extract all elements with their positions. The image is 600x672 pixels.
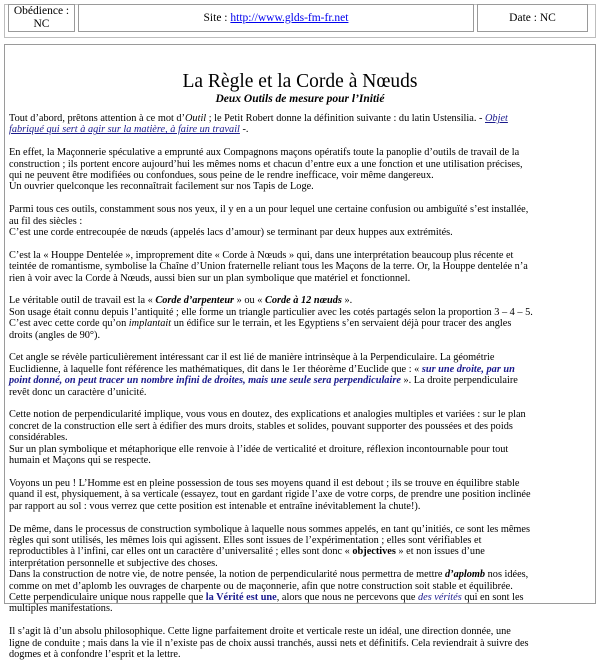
site-cell <box>78 4 474 32</box>
p5-end: ». <box>341 295 353 307</box>
p9-aplomb: d’aplomb <box>445 569 486 581</box>
p9-text: De même, dans le processus de construction symbolique à laquelle nous sommes appelés, en tant qu’initiés, ce sont les mêmes règles qui sont utilisés, les mêmes lois qui agissent. Elles sont issues de l’expérimentation ; elles sont vérifiables et reproductibles à l’infini, car elles ont un caractère d’universalité ; elles sont donc « <box>9 523 531 558</box>
p1-text: Tout d’abord, prêtons attention à ce mot d’ <box>9 113 185 124</box>
p9-objectives: objectives <box>352 546 396 558</box>
p5-implantait: implantait <box>128 318 172 330</box>
p1-text-2: ; le Petit Robert donne la définition suivante : du latin Ustensilia. - <box>206 113 485 124</box>
site-label: Site : <box>203 11 228 24</box>
p7-text-2: Sur un plan symbolique et métaphorique elle renvoie à l’idée de verticalité et droiture, réflexion incontournable pour tout humain et Maçons qui se respecte. <box>9 443 509 467</box>
p3-text-2: C’est une corde entrecoupée de nœuds (appelés lacs d’amour) se terminant par deux huppes aux extrémités. <box>9 227 453 239</box>
p8-text: Voyons un peu ! L’Homme est en pleine possession de tous ses moyens quand il est debout ; ils se trouve en équilibre stable quand il est, physiquement, à sa verticale (essayez, tout en gardant rigide l’axe de votre corps, de prendre une position inclinée par rapport au sol : vous verrez que cette position est intenable et entraîne inévitablement la chute!). <box>9 477 531 512</box>
paragraph-4 <box>9 250 533 284</box>
paragraph-7 <box>9 409 533 466</box>
date-cell <box>477 4 588 32</box>
p5-text: Le véritable outil de travail est la « <box>9 295 156 307</box>
p9-verites: des vérités <box>418 591 462 603</box>
p1-outil: Outil <box>185 113 207 124</box>
p6-end: ». La droite perpendiculaire revêt donc un caractère d’unicité. <box>9 375 518 398</box>
paragraph-5 <box>9 295 533 341</box>
p9-verite: la Vérité est une <box>205 591 277 603</box>
page-title: La Règle et la Corde à Nœuds <box>182 71 418 92</box>
p4-text: C’est la « Houppe Dentelée », improprement dite « Corde à Nœuds » qui, dans une interprétation beaucoup plus récente et teintée de romantisme, symbolise la Chaîne d’Union fraternelle reliant tous les Maçons de la terre. Or, la Houppe dentelée n’a rien à voir avec la Corde à Nœuds, aussi bien sur un plan symbolique que matériel et fonctionnel. <box>9 249 528 284</box>
obedience-cell <box>8 4 75 32</box>
p5-corde-arpenteur: Corde d’arpenteur <box>155 295 235 307</box>
p6-theorem: sur une droite, par un point donné, on peut tracer un nombre infini de droites, mais une seule sera perpendiculaire <box>9 363 515 387</box>
obedience-label: Obédience : NC <box>13 5 70 30</box>
p1-definition: Objet fabriqué qui sert à agir sur la matière, à faire un travail <box>9 113 508 136</box>
p5-or: » ou « <box>234 295 265 307</box>
page-subtitle: Deux Outils de mesure pour l’Initié <box>215 93 385 105</box>
p2-text-2: Un ouvrier quelconque les reconnaîtrait facilement sur nos Tapis de Loge. <box>9 181 314 193</box>
paragraph-10 <box>9 626 533 660</box>
p5-corde-12: Corde à 12 nœuds <box>264 295 342 307</box>
p9-text-3: Dans la construction de notre vie, de notre pensée, la notion de perpendicularité nous permettra de mettre <box>9 569 446 581</box>
paragraph-2 <box>9 147 533 193</box>
paragraph-8 <box>9 478 533 512</box>
p6-text: Cet angle se révèle particulièrement intéressant car il est lié de manière intrinsèque à la Perpendiculaire. La géométrie Euclidienne, à laquelle font référence les mathématiques, dit dans le 1er théorème d’Euclide que : « <box>9 352 495 375</box>
article-body <box>9 113 533 672</box>
date-label: Date : NC <box>509 11 556 24</box>
paragraph-3 <box>9 204 533 238</box>
p9-text-4: nos idées, comme on met d’aplomb les ouvrages de charpente ou de maçonnerie, afin que notre construction soit stable et équilibrée. <box>9 569 529 592</box>
p3-text: Parmi tous ces outils, constamment sous nos yeux, il y en a un pour lequel une certaine confusion ou ambiguïté s’est installée, au fil des siècles : <box>9 204 529 227</box>
p9-text-5: Cette perpendiculaire unique nous rappelle que <box>9 591 206 603</box>
p2-text: En effet, la Maçonnerie spéculative a emprunté aux Compagnons maçons opératifs toute la panoplie d’outils de travail de la construction ; ils portent encore aujourd’hui les mêmes noms et chacun d’entre eux a une fonction et une utilisation précises, qui ne peuvent être modifiées ou confondues, sous peine de le rendre inefficace, voir même dangereux. <box>9 147 523 182</box>
p9-text-7: qui en sont les multiples manifestations. <box>9 591 524 615</box>
site-link[interactable]: http://www.glds-fm-fr.net <box>230 11 349 24</box>
p5-usage: Son usage était connu depuis l’antiquité ; elle forme un triangle particulier avec les cotés partagés selon la proportion 3 – 4 – 5. C’est avec cette corde qu’on <box>9 306 533 330</box>
p5-usage-end: un édifice sur le terrain, et les Egyptiens s’en servaient déjà pour tracer des angles droits (angles de 90°). <box>9 318 512 341</box>
paragraph-9 <box>9 524 533 615</box>
paragraph-6 <box>9 352 533 398</box>
paragraph-1 <box>9 113 533 136</box>
p9-text-6: , alors que nous ne percevons que <box>276 591 418 603</box>
p7-text: Cette notion de perpendicularité implique, vous vous en doutez, des explications et analogies multiples et variées : sur le plan concret de la construction elle sert à édifier des murs droits, stables et solides, pouvant supporter des poussées et des poids considérables. <box>9 409 526 444</box>
p9-text-2: » et non issues d’une interprétation personnelle et subjective des choses. <box>9 546 485 569</box>
p1-end: -. <box>239 124 249 136</box>
p10-text: Il s’agit là d’un absolu philosophique. Cette ligne parfaitement droite et verticale reste un idéal, une direction donnée, une ligne de conduite ; mais dans la vie il n’existe pas de choix aussi tranchés, aussi nets et définitifs. Cela reviendrait à suivre des dogmes et à confondre l’esprit et la lettre. <box>9 626 529 660</box>
